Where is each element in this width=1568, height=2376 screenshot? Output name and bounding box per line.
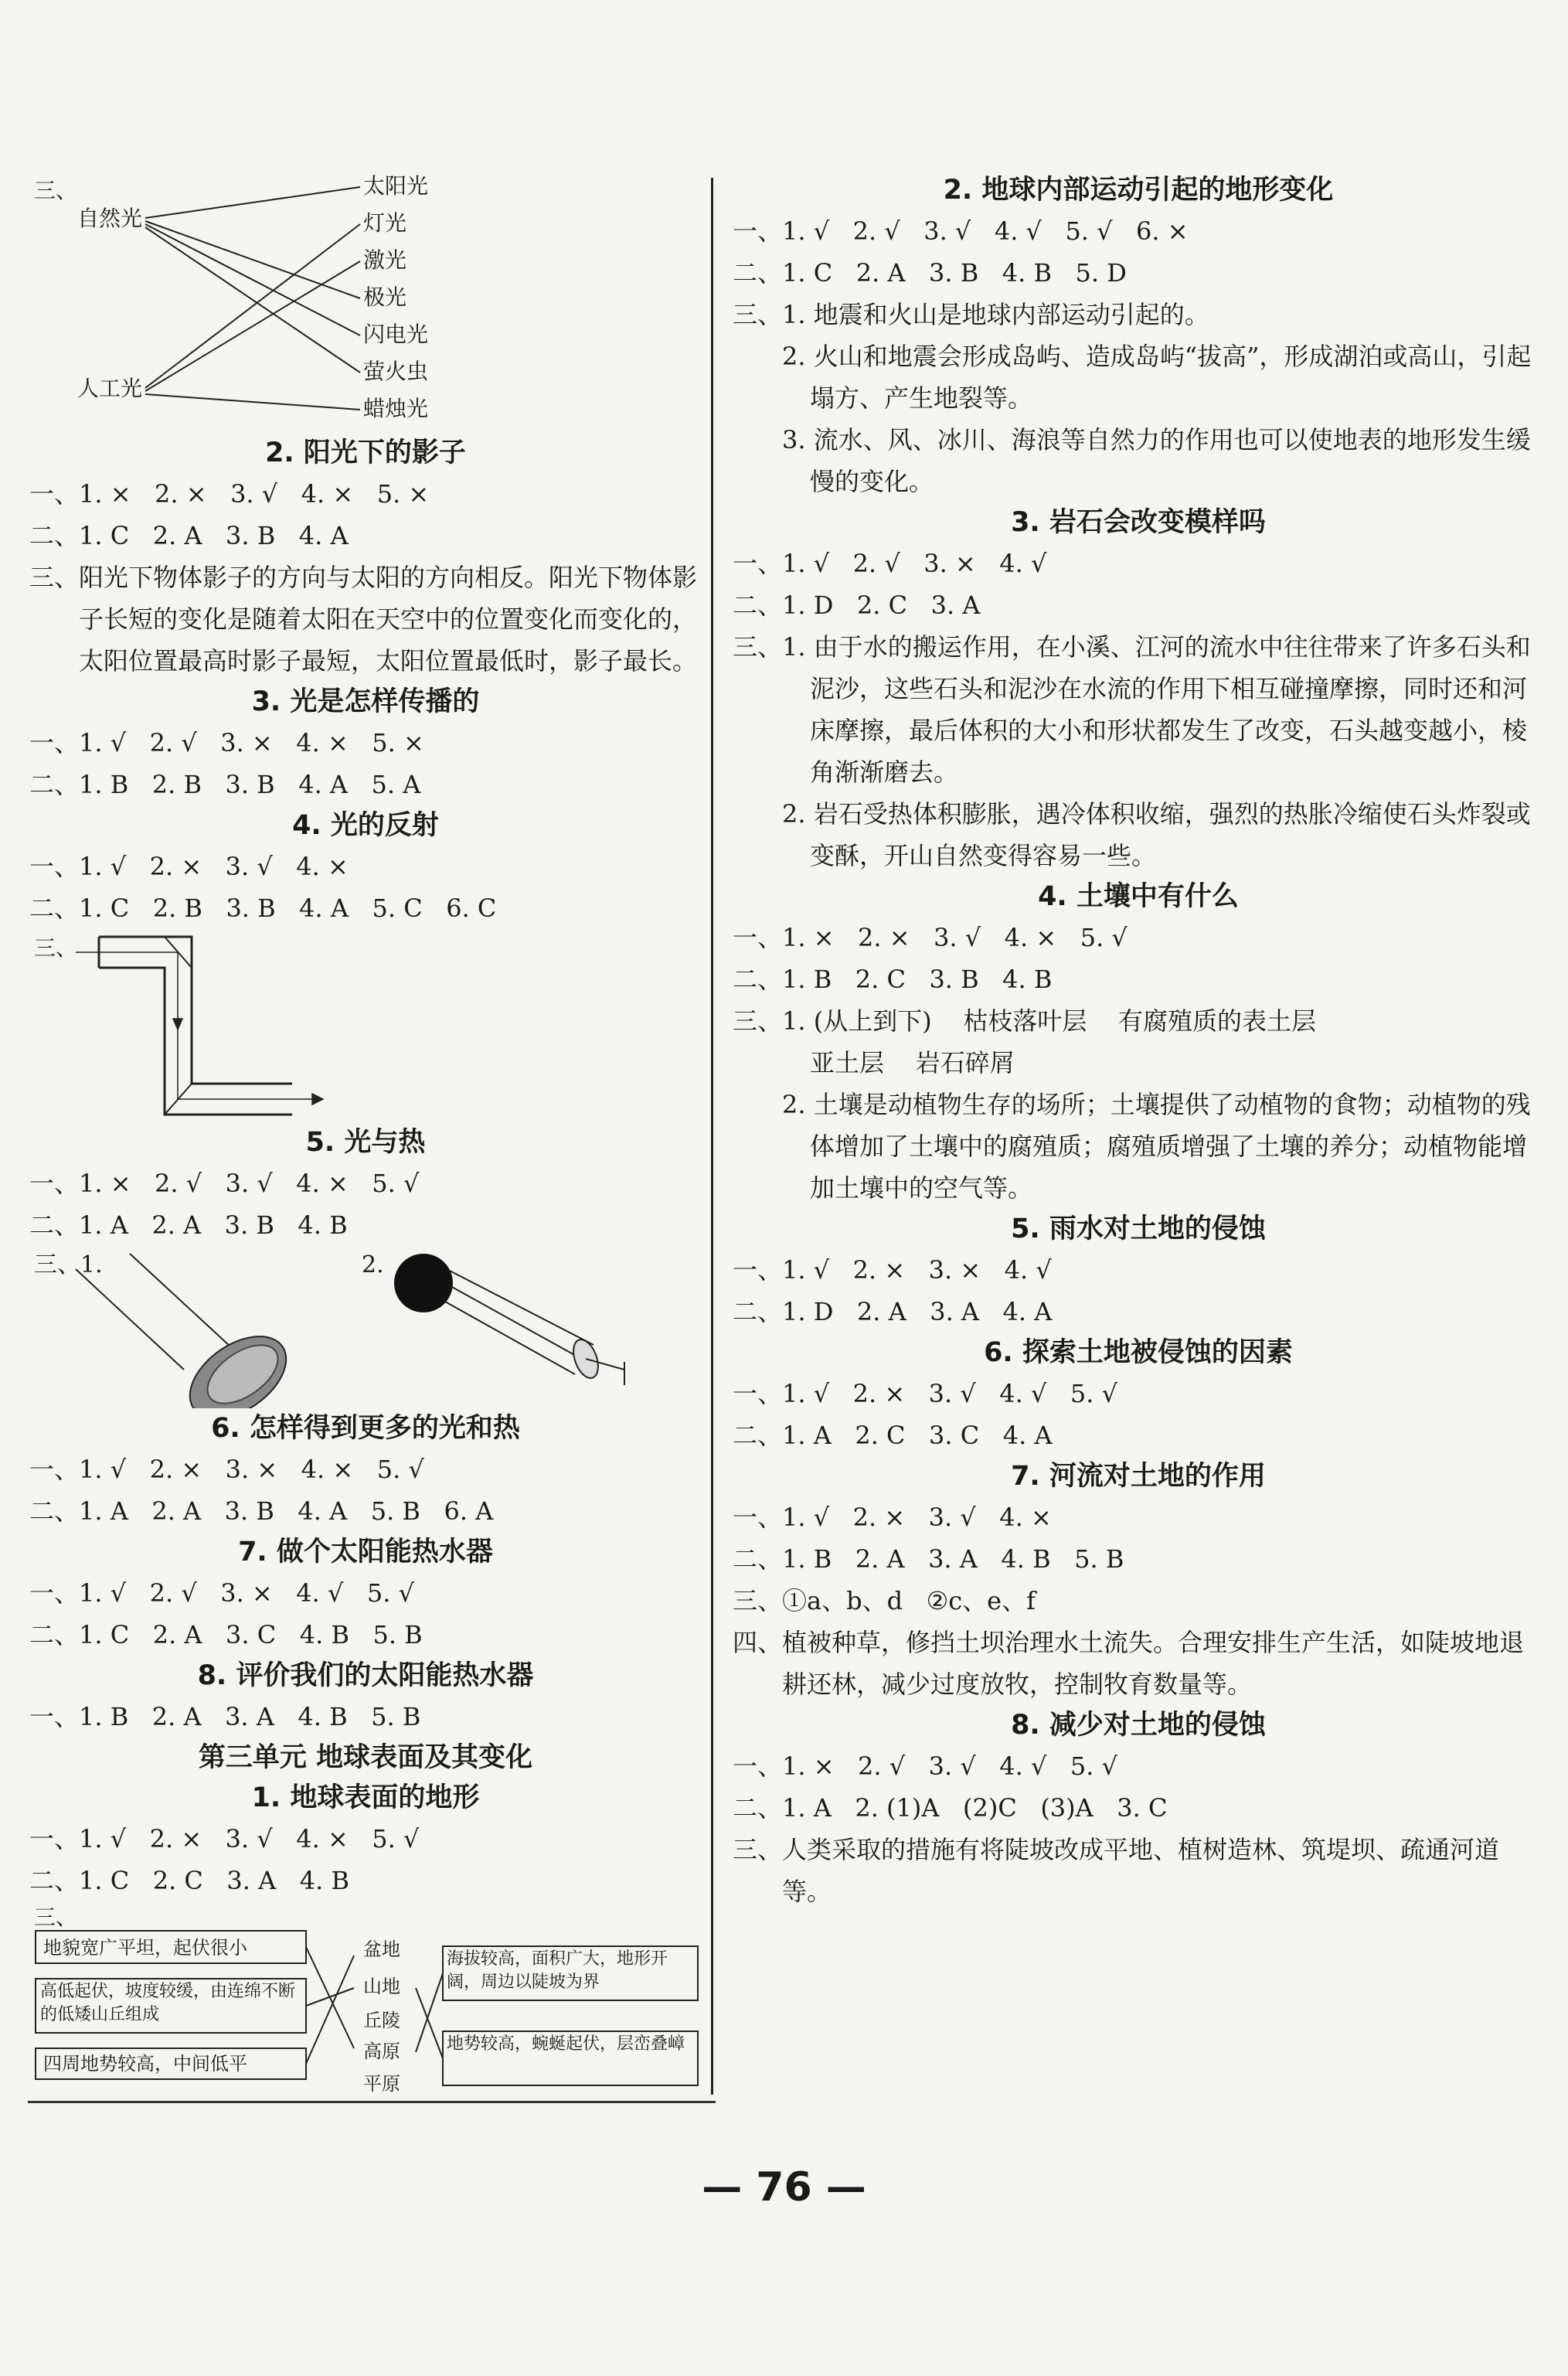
answer-line: 亚土层 岩石碎屑 [810,1048,1015,1077]
source-item: 蜡烛光 [363,396,429,421]
landform-item: 盆地 [363,1939,400,1960]
answer-paragraph: 三、阳光下物体影子的方向与太阳的方向相反。阳光下物体影子长短的变化是随着太阳在天空中的位置变化而变化的，太阳位置最高时影子最短，太阳位置最低时，影子最长。 [29,563,698,676]
part-label: 三、 [34,178,78,203]
answer-line: 一、1. √ 2. × 3. √ 4. × [29,852,349,881]
answer-line: 一、1. B 2. A 3. A 4. B 5. B [29,1702,421,1731]
natural-light-label: 自然光 [77,206,143,231]
feature-box-text: 地势较高，蜿蜒起伏，层峦叠嶂 [447,2034,685,2054]
section-title: 1. 地球表面的地形 [251,1782,480,1813]
answer-line: 一、1. × 2. √ 3. √ 4. √ 5. √ [733,1751,1117,1781]
section-title: 4. 光的反射 [292,810,439,841]
answer-line: 三、1. (从上到下) 枯枝落叶层 有腐殖质的表土层 [733,1006,1317,1036]
feature-box-text: 高低起伏，坡度较缓，由连绵不断的低矮山丘组成 [40,1982,296,2024]
section-title: 6. 探索土地被侵蚀的因素 [984,1337,1293,1368]
answer-line: 一、1. √ 2. × 3. √ 4. × [733,1503,1052,1532]
answer-line: 一、1. × 2. × 3. √ 4. × 5. √ [733,923,1128,952]
part-label: 三、 [34,1905,78,1930]
solar-svg [29,1246,694,1408]
answer-line: 二、1. B 2. C 3. B 4. B [733,965,1053,994]
answer-line: 一、1. √ 2. √ 3. × 4. × 5. × [29,728,424,757]
section-title: 2. 阳光下的影子 [265,437,466,468]
right-column [733,170,1544,1912]
part-label: 三、 [34,935,78,961]
section-title: 3. 光是怎样传播的 [251,686,480,717]
answer-line: 二、1. A 2. (1)A (2)C (3)A 3. C [733,1793,1168,1823]
page-number: — 76 — [702,2164,866,2211]
answer-line: 二、1. C 2. A 3. B 4. A [29,521,349,550]
answer-line: 一、1. √ 2. × 3. × 4. × 5. √ [29,1455,424,1484]
answer-paragraph: 2. 土壤是动植物生存的场所；土壤提供了动植物的食物；动植物的残体增加了土壤中的腐殖质；腐殖质增强了土壤的养分；动植物能增加土壤中的空气等。 [782,1090,1531,1203]
answer-line: 一、1. × 2. × 3. √ 4. × 5. × [29,479,430,509]
section-title: 5. 光与热 [305,1127,426,1158]
answer-line: 二、1. D 2. A 3. A 4. A [733,1297,1053,1326]
answer-paragraph: 三、人类采取的措施有将陡坡改成平地、植树造林、筑堤坝、疏通河道等。 [733,1835,1500,1906]
answer-paragraph: 2. 火山和地震会形成岛屿、造成岛屿“拔高”，形成湖泊或高山，引起塌方、产生地裂等。 [782,342,1532,413]
answer-line: 二、1. C 2. A 3. B 4. B 5. D [733,258,1127,288]
source-item: 闪电光 [363,322,429,347]
section-title: 2. 地球内部运动引起的地形变化 [943,175,1334,206]
answer-line: 二、1. C 2. B 3. B 4. A 5. C 6. C [29,894,497,923]
matching-lines [29,170,694,433]
answer-line: 二、1. D 2. C 3. A [733,591,981,620]
section-title: 6. 怎样得到更多的光和热 [211,1413,520,1444]
section-title: 8. 减少对土地的侵蚀 [1011,1710,1266,1741]
section-title: 7. 河流对土地的作用 [1011,1461,1266,1492]
answer-line: 二、1. A 2. C 3. C 4. A [733,1421,1053,1450]
answer-paragraph: 2. 岩石受热体积膨胀，遇冷体积收缩，强烈的热胀冷缩使石头炸裂或变酥，开山自然变得容易一些。 [782,799,1531,870]
landform-item: 山地 [363,1976,400,1997]
answer-line: 一、1. √ 2. × 3. √ 4. × 5. √ [29,1824,420,1853]
source-item: 激光 [363,247,407,273]
part-label: 三、1. [34,1251,103,1278]
answer-line: 二、1. C 2. C 3. A 4. B [29,1866,349,1895]
answer-line: 一、1. √ 2. × 3. √ 4. √ 5. √ [733,1379,1117,1408]
answer-line: 二、1. A 2. A 3. B 4. A 5. B 6. A [29,1496,494,1526]
source-item: 极光 [363,284,407,310]
answer-line: 二、1. C 2. A 3. C 4. B 5. B [29,1620,423,1649]
answer-line: 二、1. B 2. B 3. B 4. A 5. A [29,770,421,799]
light-matching-diagram [29,170,702,433]
column-divider [711,178,713,2095]
answer-paragraph: 3. 流水、风、冰川、海浪等自然力的作用也可以使地表的地形发生缓慢的变化。 [782,425,1531,496]
periscope-diagram [29,929,702,1122]
answer-line: 一、1. × 2. √ 3. √ 4. × 5. √ [29,1169,420,1198]
bottom-rule [28,2101,716,2103]
answer-line: 一、1. √ 2. √ 3. √ 4. √ 5. √ 6. × [733,216,1189,246]
answer-line: 一、1. √ 2. × 3. × 4. √ [733,1255,1052,1285]
artificial-light-label: 人工光 [77,376,143,401]
answer-line: 一、1. √ 2. √ 3. × 4. √ 5. √ [29,1578,414,1608]
section-title: 7. 做个太阳能热水器 [238,1537,493,1568]
feature-box-text: 四周地势较高，中间低平 [43,2053,247,2075]
source-item: 灯光 [363,210,407,236]
landform-item: 平原 [363,2073,400,2095]
feature-box-text: 海拔较高，面积广大，地形开阔，周边以陡坡为界 [447,1949,668,1992]
answer-paragraph: 四、植被种草，修挡土坝治理水土流失。合理安排生产生活，如陡坡地退耕还林，减少过度放牧，控制牧育数量等。 [733,1628,1525,1699]
solar-reflector-diagrams [29,1246,702,1408]
answer-paragraph: 三、1. 地震和火山是地球内部运动引起的。 [733,300,1209,329]
feature-box-text: 地貌宽广平坦，起伏很小 [43,1937,247,1959]
section-title: 5. 雨水对土地的侵蚀 [1011,1214,1266,1244]
part-label: 2. [362,1251,384,1278]
answer-paragraph: 三、1. 由于水的搬运作用，在小溪、江河的流水中往往带来了许多石头和泥沙，这些石头和泥沙在水流的作用下相互碰撞摩擦，同时还和河床摩擦，最后体积的大小和形状都发生了改变，石头越变越小，棱角渐渐磨去。 [733,632,1531,787]
landform-svg [29,1901,709,2095]
landform-item: 丘陵 [363,2010,400,2031]
section-title: 3. 岩石会改变模样吗 [1011,507,1266,538]
section-title: 8. 评价我们的太阳能热水器 [197,1660,534,1691]
source-item: 萤火虫 [363,359,429,384]
left-column [29,170,702,2095]
answer-line: 二、1. A 2. A 3. B 4. B [29,1210,348,1240]
answer-line: 二、1. B 2. A 3. A 4. B 5. B [733,1544,1124,1574]
periscope-svg [29,929,694,1122]
landform-item: 高原 [363,2041,400,2062]
section-title: 4. 土壤中有什么 [1038,881,1239,912]
source-item: 太阳光 [363,173,429,199]
answer-line: 三、①a、b、d ②c、e、f [733,1586,1036,1615]
landform-matching-diagram [29,1901,702,2095]
answer-line: 一、1. √ 2. √ 3. × 4. √ [733,549,1047,578]
unit-title: 第三单元 地球表面及其变化 [198,1742,533,1773]
